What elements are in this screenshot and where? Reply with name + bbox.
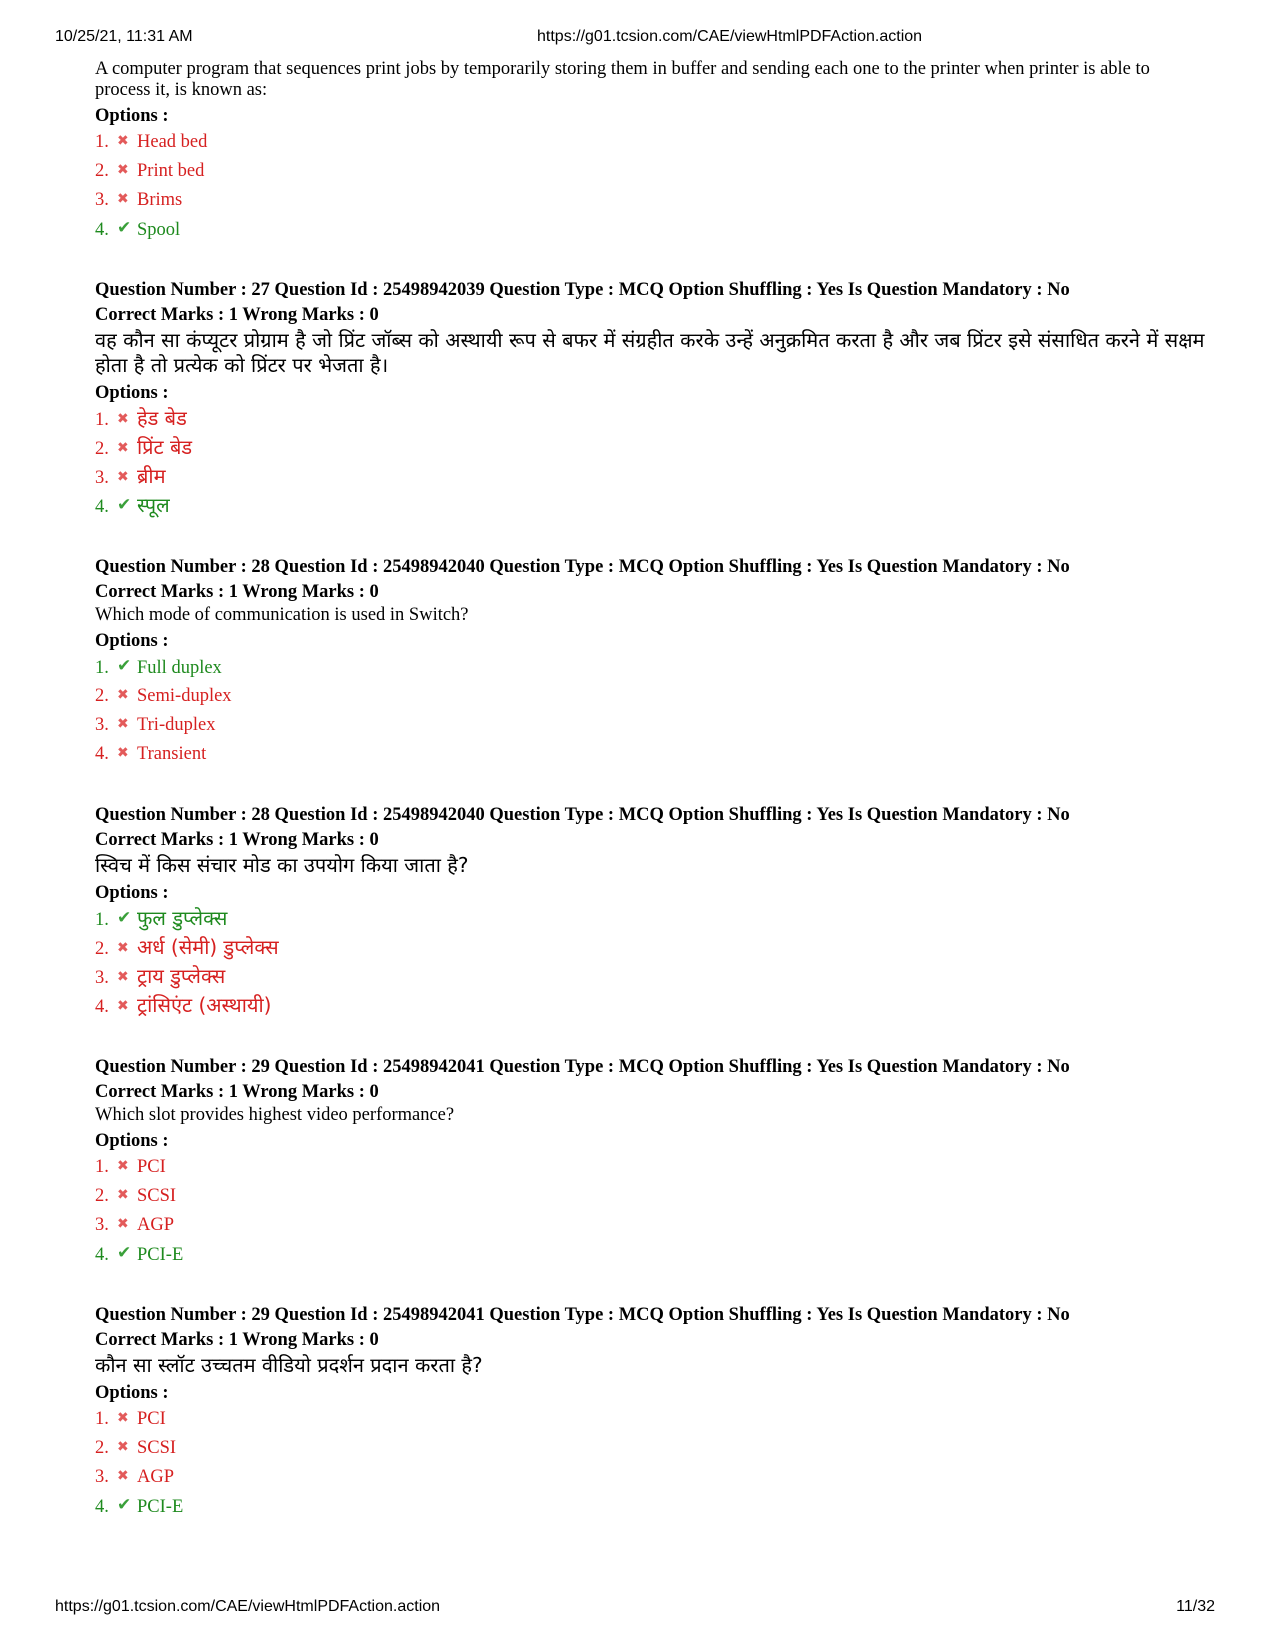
footer-url: https://g01.tcsion.com/CAE/viewHtmlPDFAction.action <box>55 1598 441 1615</box>
option-text: PCI-E <box>137 1245 184 1265</box>
question-marks: Correct Marks : 1 Wrong Marks : 0 <box>95 305 379 325</box>
option-text: Print bed <box>137 161 205 181</box>
question-meta: Question Number : 29 Question Id : 25498942041 Question Type : MCQ Option Shuffling : Yes Is Question Mandatory : No <box>95 1305 1070 1325</box>
options-label: Options : <box>95 1131 169 1151</box>
option-number: 3. <box>95 1215 109 1235</box>
option-number: 1. <box>95 1157 109 1177</box>
option-item <box>95 1181 1205 1210</box>
option-number: 2. <box>95 939 109 959</box>
question-paper <box>95 59 1205 1520</box>
check-icon: ✔ <box>117 908 132 928</box>
option-item <box>95 462 1205 491</box>
option-item <box>95 433 1205 462</box>
option-item <box>95 681 1205 710</box>
cross-icon: ✖ <box>117 1187 129 1203</box>
option-text: प्रिंट बेड <box>137 435 193 459</box>
option-number: 1. <box>95 1409 109 1429</box>
option-item <box>95 652 1205 681</box>
cross-icon: ✖ <box>117 411 129 427</box>
question-block <box>95 1055 1205 1268</box>
option-text: हेड बेड <box>137 406 187 430</box>
cross-icon: ✖ <box>117 162 129 178</box>
check-icon: ✔ <box>117 656 132 676</box>
page-number: 11/32 <box>1176 1598 1215 1615</box>
options-list <box>95 127 1205 243</box>
question-marks: Correct Marks : 1 Wrong Marks : 0 <box>95 1330 379 1350</box>
option-item <box>95 491 1205 520</box>
option-number: 2. <box>95 1186 109 1206</box>
question-block <box>95 1303 1205 1520</box>
option-item <box>95 739 1205 768</box>
print-url: https://g01.tcsion.com/CAE/viewHtmlPDFAction.action <box>537 28 923 45</box>
option-number: 2. <box>95 439 109 459</box>
option-item <box>95 933 1205 962</box>
cross-icon: ✖ <box>117 1216 129 1232</box>
option-number: 3. <box>95 968 109 988</box>
option-text: अर्ध (सेमी) डुप्लेक्स <box>137 935 279 959</box>
check-icon: ✔ <box>117 495 132 515</box>
cross-icon: ✖ <box>117 440 129 456</box>
question-text: Which mode of communication is used in Switch? <box>95 605 469 625</box>
question-text: वह कौन सा कंप्यूटर प्रोग्राम है जो प्रिंट जॉब्स को अस्थायी रूप से बफर में संग्रहीत करके उन्हें अनुक्रमित करता है और जब प्रिंटर इसे संसाधित करने में सक्षम होता है तो प्रत्येक को प्रिंटर पर भेजता है। <box>95 328 1205 377</box>
option-text: PCI-E <box>137 1497 184 1517</box>
option-item <box>95 710 1205 739</box>
question-text: A computer program that sequences print jobs by temporarily storing them in buffer and sending each one to the printer when printer is able to process it, is known as: <box>95 59 1150 100</box>
question-marks: Correct Marks : 1 Wrong Marks : 0 <box>95 830 379 850</box>
option-item <box>95 991 1205 1020</box>
option-number: 4. <box>95 497 109 517</box>
check-icon: ✔ <box>117 1243 132 1263</box>
option-text: Semi-duplex <box>137 686 232 706</box>
cross-icon: ✖ <box>117 969 129 985</box>
option-number: 4. <box>95 220 109 240</box>
question-meta: Question Number : 29 Question Id : 25498942041 Question Type : MCQ Option Shuffling : Yes Is Question Mandatory : No <box>95 1057 1070 1077</box>
cross-icon: ✖ <box>117 687 129 703</box>
option-text: ट्राय डुप्लेक्स <box>137 964 226 988</box>
option-text: ब्रीम <box>137 464 166 488</box>
option-item <box>95 1491 1205 1520</box>
option-item <box>95 1404 1205 1433</box>
option-number: 3. <box>95 468 109 488</box>
option-item <box>95 1210 1205 1239</box>
cross-icon: ✖ <box>117 716 129 732</box>
options-label: Options : <box>95 106 169 126</box>
check-icon: ✔ <box>117 218 132 238</box>
option-number: 1. <box>95 658 109 678</box>
option-text: Head bed <box>137 132 208 152</box>
option-text: Tri-duplex <box>137 715 216 735</box>
option-number: 4. <box>95 997 109 1017</box>
option-text: AGP <box>137 1467 175 1487</box>
options-label: Options : <box>95 883 169 903</box>
question-text: कौन सा स्लॉट उच्चतम वीडियो प्रदर्शन प्रदान करता है? <box>95 1353 483 1377</box>
cross-icon: ✖ <box>117 998 129 1014</box>
options-label: Options : <box>95 1383 169 1403</box>
option-number: 2. <box>95 686 109 706</box>
cross-icon: ✖ <box>117 133 129 149</box>
option-number: 3. <box>95 1467 109 1487</box>
option-item <box>95 404 1205 433</box>
question-block <box>95 555 1205 768</box>
option-number: 2. <box>95 1438 109 1458</box>
option-text: Spool <box>137 220 181 240</box>
option-text: PCI <box>137 1157 166 1177</box>
option-number: 3. <box>95 715 109 735</box>
option-number: 4. <box>95 1497 109 1517</box>
option-number: 2. <box>95 161 109 181</box>
cross-icon: ✖ <box>117 940 129 956</box>
option-text: PCI <box>137 1409 166 1429</box>
option-item <box>95 1462 1205 1491</box>
question-meta: Question Number : 28 Question Id : 25498942040 Question Type : MCQ Option Shuffling : Yes Is Question Mandatory : No <box>95 557 1070 577</box>
cross-icon: ✖ <box>117 1468 129 1484</box>
option-text: स्पूल <box>137 493 170 517</box>
question-meta: Question Number : 27 Question Id : 25498942039 Question Type : MCQ Option Shuffling : Yes Is Question Mandatory : No <box>95 280 1070 300</box>
cross-icon: ✖ <box>117 1410 129 1426</box>
cross-icon: ✖ <box>117 469 129 485</box>
option-item <box>95 904 1205 933</box>
print-datetime: 10/25/21, 11:31 AM <box>55 28 193 45</box>
option-number: 4. <box>95 1245 109 1265</box>
option-text: Transient <box>137 744 207 764</box>
question-block <box>95 278 1205 520</box>
option-item <box>95 156 1205 185</box>
option-item <box>95 1152 1205 1181</box>
question-marks: Correct Marks : 1 Wrong Marks : 0 <box>95 1082 379 1102</box>
check-icon: ✔ <box>117 1495 132 1515</box>
cross-icon: ✖ <box>117 1439 129 1455</box>
cross-icon: ✖ <box>117 1158 129 1174</box>
option-text: SCSI <box>137 1438 177 1458</box>
option-item <box>95 127 1205 156</box>
option-item <box>95 214 1205 243</box>
options-list <box>95 1152 1205 1268</box>
option-text: फुल डुप्लेक्स <box>137 906 228 930</box>
option-number: 4. <box>95 744 109 764</box>
question-text: स्विच में किस संचार मोड का उपयोग किया जाता है? <box>95 853 469 877</box>
option-item <box>95 1433 1205 1462</box>
options-label: Options : <box>95 383 169 403</box>
options-list <box>95 652 1205 768</box>
question-block <box>95 59 1205 243</box>
option-number: 3. <box>95 190 109 210</box>
option-item <box>95 962 1205 991</box>
cross-icon: ✖ <box>117 191 129 207</box>
cross-icon: ✖ <box>117 745 129 761</box>
option-item <box>95 1239 1205 1268</box>
option-number: 1. <box>95 132 109 152</box>
option-item <box>95 185 1205 214</box>
print-header <box>55 28 1215 50</box>
option-text: Full duplex <box>137 658 222 678</box>
question-marks: Correct Marks : 1 Wrong Marks : 0 <box>95 582 379 602</box>
question-block <box>95 803 1205 1020</box>
option-text: ट्रांसिएंट (अस्थायी) <box>137 993 272 1017</box>
option-text: SCSI <box>137 1186 177 1206</box>
option-text: Brims <box>137 190 183 210</box>
options-list <box>95 404 1205 520</box>
options-list <box>95 1404 1205 1520</box>
option-text: AGP <box>137 1215 175 1235</box>
options-label: Options : <box>95 631 169 651</box>
option-number: 1. <box>95 910 109 930</box>
question-text: Which slot provides highest video performance? <box>95 1105 455 1125</box>
options-list <box>95 904 1205 1020</box>
question-meta: Question Number : 28 Question Id : 25498942040 Question Type : MCQ Option Shuffling : Yes Is Question Mandatory : No <box>95 805 1070 825</box>
option-number: 1. <box>95 410 109 430</box>
print-footer <box>55 1598 1215 1620</box>
